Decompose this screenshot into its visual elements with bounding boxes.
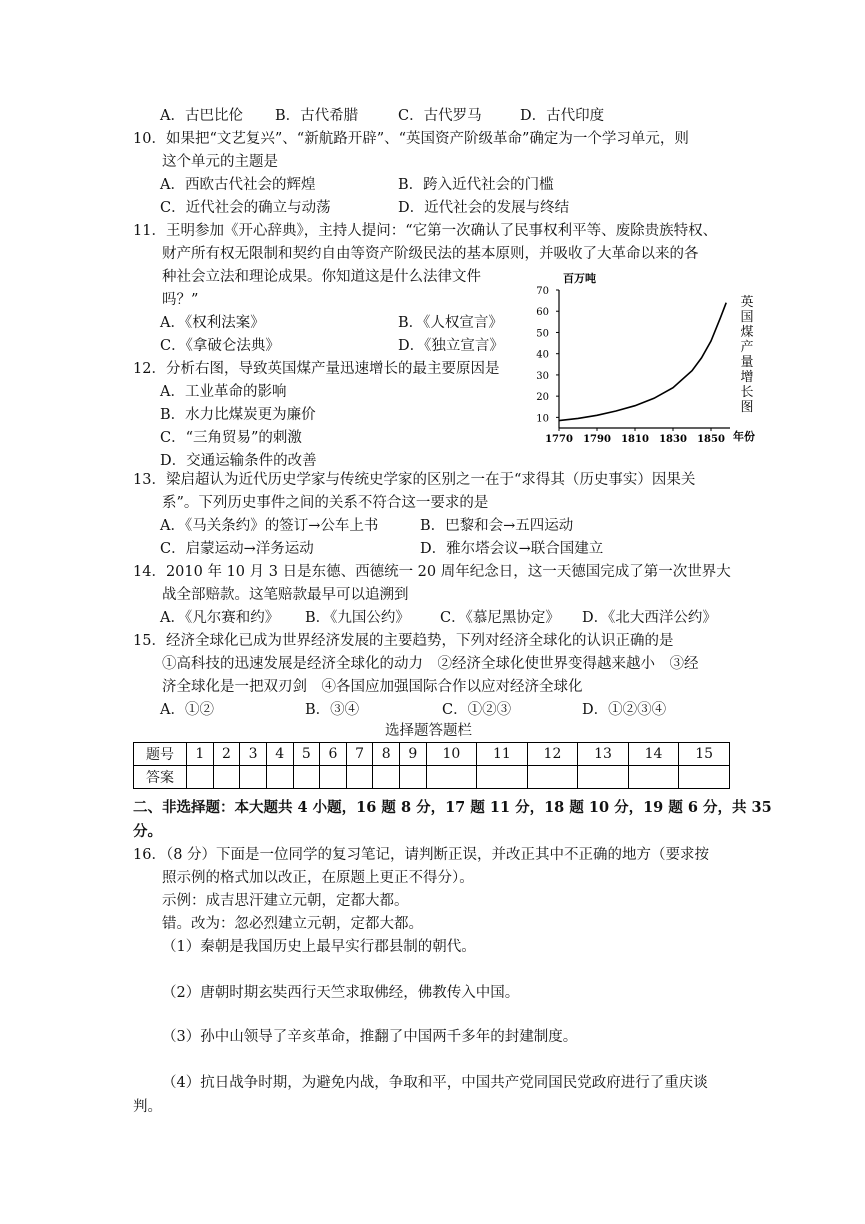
question-number-cell: 12 xyxy=(527,743,578,766)
question-number-cell: 5 xyxy=(293,743,320,766)
y-tick-label: 20 xyxy=(536,392,549,404)
q11-stem-line4: 吗？” xyxy=(162,292,199,308)
q13-option-d: D．雅尔塔会议→联合国建立 xyxy=(420,541,604,557)
q10-stem-line1: 10．如果把“文艺复兴”、“新航路开辟”、“英国资产阶级革命”确定为一个学习单元，则 xyxy=(133,131,689,147)
chart-title xyxy=(740,295,753,415)
q10-stem-line2: 这个单元的主题是 xyxy=(162,154,278,170)
q16-stem-line2: 照示例的格式加以改正，在原题上更正不得分）。 xyxy=(162,870,474,886)
y-tick-label: 70 xyxy=(536,286,549,297)
x-tick-label: 1830 xyxy=(659,434,687,445)
x-tick-label: 1850 xyxy=(697,434,725,445)
chart-series-line xyxy=(559,303,726,421)
chart-title-char: 图 xyxy=(740,400,754,415)
answer-table-caption: 选择题答题栏 xyxy=(385,723,472,739)
section2-heading-line2: 分。 xyxy=(133,823,162,840)
q13-option-c: C．启蒙运动→洋务运动 xyxy=(160,541,314,557)
q15-stem-line2: ①高科技的迅速发展是经济全球化的动力 ②经济全球化使世界变得越来越小 ③经 xyxy=(162,656,699,672)
q10-option-c: C．近代社会的确立与动荡 xyxy=(160,200,331,216)
coal-output-chart xyxy=(525,268,765,448)
q16-example-line1: 示例：成吉思汗建立元朝，定都大都。 xyxy=(162,893,409,909)
q11-option-c: C．《拿破仑法典》 xyxy=(160,338,280,354)
q16-item-1: （1）秦朝是我国历史上最早实行郡县制的朝代。 xyxy=(162,939,476,955)
q11-stem-line3: 种社会立法和理论成果。你知道这是什么法律文件 xyxy=(162,269,481,285)
q15-option-d: D．①②③④ xyxy=(582,702,667,718)
q15-stem-line1: 15．经济全球化已成为世界经济发展的主要趋势，下列对经济全球化的认识正确的是 xyxy=(133,633,674,649)
q15-option-b: B．③④ xyxy=(305,702,360,718)
q15-option-a: A．①② xyxy=(160,702,214,718)
q11-stem-line2: 财产所有权无限制和契约自由等资产阶级民法的基本原则，并吸收了大革命以来的各 xyxy=(162,246,699,262)
question-number-cell: 1 xyxy=(187,743,214,766)
q12-option-a: A．工业革命的影响 xyxy=(160,384,287,400)
x-tick-label: 1790 xyxy=(583,434,611,445)
q16-item-4-line2: 判。 xyxy=(133,1099,162,1115)
q14-option-d: D．《北大西洋公约》 xyxy=(582,610,717,626)
q11-option-a: A．《权利法案》 xyxy=(160,315,265,331)
question-number-cell: 15 xyxy=(679,743,730,766)
q15-option-c: C．①②③ xyxy=(442,702,512,718)
answer-cell[interactable] xyxy=(679,766,730,789)
question-number-cell: 9 xyxy=(400,743,427,766)
q13-option-b: B．巴黎和会→五四运动 xyxy=(420,518,574,534)
chart-xlabel: 年份 xyxy=(733,430,755,443)
q12-option-d: D．交通运输条件的改善 xyxy=(160,453,317,469)
question-number-cell: 3 xyxy=(240,743,267,766)
y-tick-label: 60 xyxy=(536,307,549,319)
answer-cell[interactable] xyxy=(320,766,347,789)
q13-option-a: A．《马关条约》的签订→公车上书 xyxy=(160,518,379,534)
q10-option-d: D．近代社会的发展与终结 xyxy=(398,200,570,216)
answer-cell[interactable] xyxy=(346,766,373,789)
answer-cell[interactable] xyxy=(426,766,477,789)
q10-option-a: A．西欧古代社会的辉煌 xyxy=(160,177,316,193)
q15-stem-line3: 济全球化是一把双刃剑 ④各国应加强国际合作以应对经济全球化 xyxy=(162,679,583,695)
q14-option-b: B．《九国公约》 xyxy=(305,610,410,626)
q13-stem-line1: 13．梁启超认为近代历史学家与传统史学家的区别之一在于“求得其（历史事实）因果关 xyxy=(133,472,696,488)
q16-stem-line1: 16．（8 分）下面是一位同学的复习笔记，请判断正误，并改正其中不正确的地方（要求按 xyxy=(133,847,710,863)
chart-title-char: 英 xyxy=(740,295,754,310)
chart-title-char: 国 xyxy=(740,310,754,325)
q12-stem: 12．分析右图，导致英国煤产量迅速增长的最主要原因是 xyxy=(133,361,500,377)
section2-heading-line1: 二、非选择题：本大题共 4 小题，16 题 8 分，17 题 11 分，18 题 10 分，19 题 6 分，共 35 xyxy=(133,799,772,816)
q16-example-line2: 错。改为：忽必烈建立元朝，定都大都。 xyxy=(162,916,423,932)
y-tick-label: 30 xyxy=(536,370,549,382)
chart-title-char: 煤 xyxy=(740,325,754,340)
question-number-cell: 10 xyxy=(426,743,477,766)
q11-option-b: B．《人权宣言》 xyxy=(398,315,503,331)
q11-stem-line1: 11．王明参加《开心辞典》，主持人提问：“它第一次确认了民事权利平等、废除贵族特权、 xyxy=(133,223,718,239)
q11-option-d: D．《独立宣言》 xyxy=(398,338,504,354)
y-tick-label: 10 xyxy=(536,413,549,425)
q16-item-3: （3）孙中山领导了辛亥革命，推翻了中国两千多年的封建制度。 xyxy=(162,1029,578,1045)
q12-option-c: C．“三角贸易”的刺激 xyxy=(160,430,302,446)
q9-option-d: D．古代印度 xyxy=(520,108,605,124)
answer-table xyxy=(133,742,730,789)
question-number-cell: 14 xyxy=(628,743,679,766)
question-number-cell: 6 xyxy=(320,743,347,766)
question-number-cell: 7 xyxy=(346,743,373,766)
x-tick-label: 1770 xyxy=(545,434,573,445)
answer-cell[interactable] xyxy=(187,766,214,789)
chart-title-char: 量 xyxy=(740,355,754,370)
chart-ylabel: 百万吨 xyxy=(563,272,596,285)
question-number-cell: 11 xyxy=(477,743,528,766)
answer-cell[interactable] xyxy=(628,766,679,789)
q9-option-a: A．古巴比伦 xyxy=(160,108,243,124)
answer-cell[interactable] xyxy=(400,766,427,789)
q16-item-4: （4）抗日战争时期，为避免内战，争取和平，中国共产党同国民党政府进行了重庆谈 xyxy=(162,1075,708,1091)
x-tick-label: 1810 xyxy=(621,434,649,445)
answer-row-label: 答案 xyxy=(134,766,187,789)
q13-stem-line2: 系”。下列历史事件之间的关系不符合这一要求的是 xyxy=(162,495,489,511)
q14-option-c: C．《慕尼黑协定》 xyxy=(440,610,560,626)
y-tick-label: 50 xyxy=(536,328,549,340)
q10-option-b: B．跨入近代社会的门槛 xyxy=(398,177,554,193)
answer-cell[interactable] xyxy=(266,766,293,789)
question-number-cell: 2 xyxy=(213,743,240,766)
answer-cell[interactable] xyxy=(293,766,320,789)
question-number-cell: 4 xyxy=(266,743,293,766)
y-tick-label: 40 xyxy=(536,349,549,361)
q16-item-2: （2）唐朝时期玄奘西行天竺求取佛经，佛教传入中国。 xyxy=(162,985,520,1001)
q12-option-b: B．水力比煤炭更为廉价 xyxy=(160,407,316,423)
question-number-cell: 13 xyxy=(578,743,629,766)
answer-cell[interactable] xyxy=(373,766,400,789)
chart-title-char: 增 xyxy=(740,370,754,385)
answer-cell[interactable] xyxy=(477,766,528,789)
number-row-label: 题号 xyxy=(134,743,187,766)
chart-title-char: 长 xyxy=(740,385,754,400)
question-number-cell: 8 xyxy=(373,743,400,766)
answer-cell[interactable] xyxy=(527,766,578,789)
q14-option-a: A．《凡尔赛和约》 xyxy=(160,610,280,626)
answer-cell[interactable] xyxy=(213,766,240,789)
q14-stem-line1: 14．2010 年 10 月 3 日是东德、西德统一 20 周年纪念日，这一天德国完成了第一次世界大 xyxy=(133,564,731,580)
answer-cell[interactable] xyxy=(578,766,629,789)
q9-option-b: B．古代希腊 xyxy=(275,108,359,124)
q14-stem-line2: 战全部赔款。这笔赔款最早可以追溯到 xyxy=(162,587,409,603)
answer-table-number-row xyxy=(134,743,730,766)
q9-option-c: C．古代罗马 xyxy=(398,108,482,124)
answer-cell[interactable] xyxy=(240,766,267,789)
answer-table-answer-row xyxy=(134,766,730,789)
chart-title-char: 产 xyxy=(740,340,754,355)
